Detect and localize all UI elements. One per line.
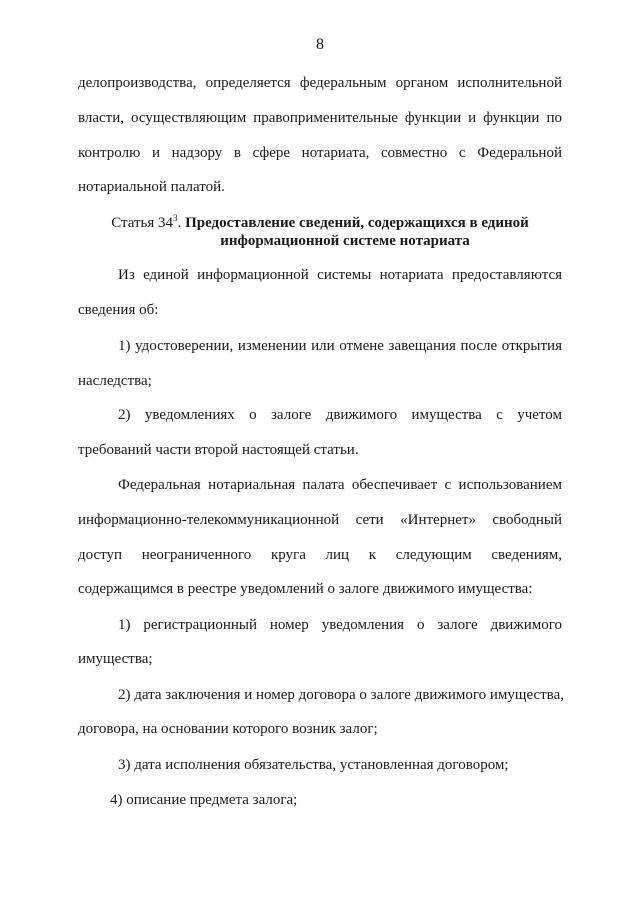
paragraph-line: 1) удостоверении, изменении или отмене завещания после открытия — [118, 338, 562, 354]
paragraph-line: 3) дата исполнения обязательства, установленная договором; — [118, 757, 509, 773]
paragraph-line: делопроизводства, определяется федеральным органом исполнительной — [78, 75, 562, 91]
paragraph-line: нотариальной палатой. — [78, 179, 225, 195]
paragraph-line: 1) регистрационный номер уведомления о залоге движимого — [118, 617, 562, 633]
paragraph-line: доступ неограниченного круга лиц к следующим сведениям, — [78, 547, 562, 563]
paragraph-line: Из единой информационной системы нотариата предоставляются — [118, 267, 562, 283]
paragraph-line: содержащимся в реестре уведомлений о залоге движимого имущества: — [78, 581, 533, 597]
paragraph-line: договора, на основании которого возник залог; — [78, 721, 378, 737]
page-number: 8 — [316, 36, 324, 53]
paragraph-line: контролю и надзору в сфере нотариата, совместно с Федеральной — [78, 145, 562, 161]
article-title-line-1: Предоставление сведений, содержащихся в единой — [185, 215, 529, 231]
article-number: Статья 34 — [111, 215, 174, 231]
paragraph-line: сведения об: — [78, 302, 159, 318]
paragraph-line: требований части второй настоящей статьи. — [78, 442, 359, 458]
paragraph-line: 4) описание предмета залога; — [110, 792, 298, 808]
paragraph-line: имущества; — [78, 651, 153, 667]
paragraph-line: Федеральная нотариальная палата обеспечивает с использованием — [118, 477, 562, 493]
article-number-superscript: 3 — [173, 213, 178, 223]
paragraph-line: власти, осуществляющим правоприменительные функции и функции по — [78, 110, 562, 126]
paragraph-line: информационно-телекоммуникационной сети «Интернет» свободный — [78, 512, 562, 528]
article-title-line-2: информационной системе нотариата — [220, 233, 470, 249]
paragraph-line: наследства; — [78, 373, 152, 389]
paragraph-line: 2) дата заключения и номер договора о залоге движимого имущества, — [118, 687, 564, 703]
article-heading — [0, 214, 640, 232]
article-title-line-2-wrapper — [0, 232, 640, 250]
article-number-dot: . — [177, 215, 182, 231]
paragraph-line: 2) уведомлениях о залоге движимого имущества с учетом — [118, 407, 562, 423]
